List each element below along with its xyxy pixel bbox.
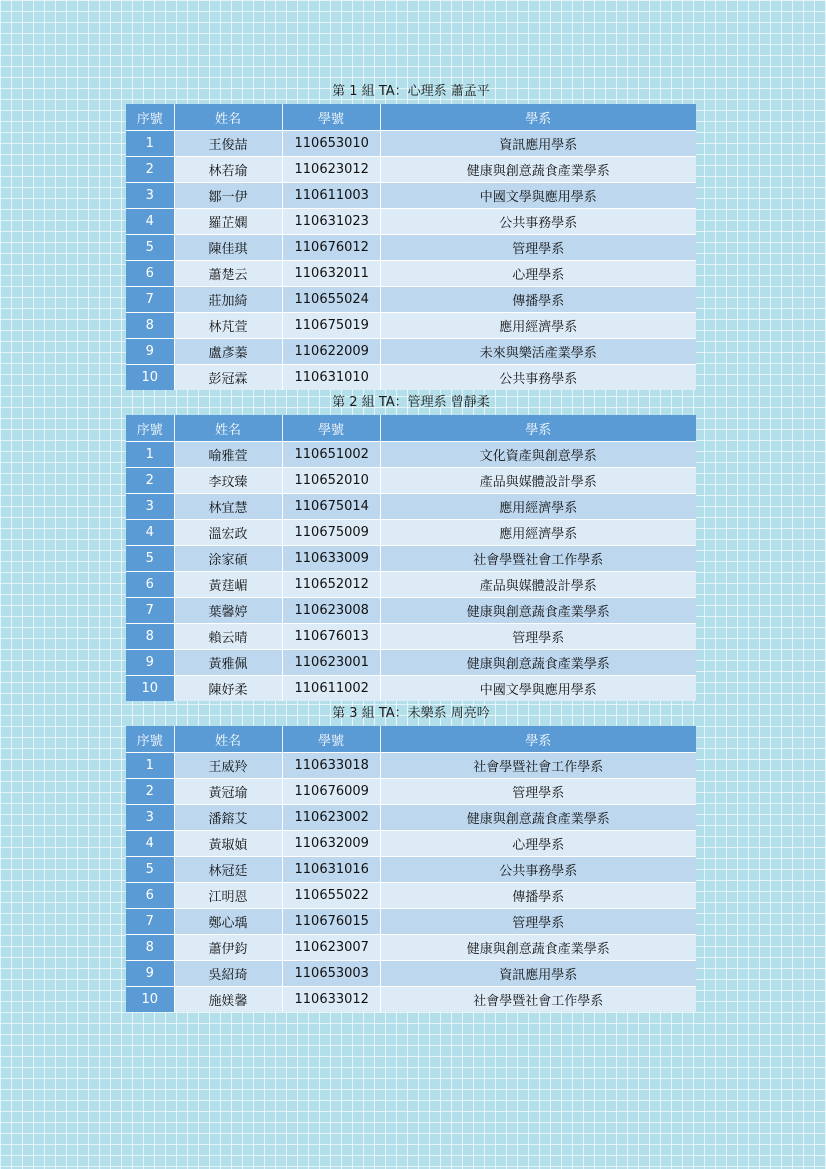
student-id-cell: 110631023	[282, 209, 380, 235]
student-name-cell: 黃雅佩	[174, 650, 282, 676]
student-id-cell: 110676009	[282, 779, 380, 805]
student-id-cell: 110676013	[282, 624, 380, 650]
student-name-cell: 施媄馨	[174, 987, 282, 1013]
student-name-cell: 林宜慧	[174, 494, 282, 520]
table-row	[126, 598, 696, 624]
group-title: 第 2 組 TA：管理系 曾靜柔	[332, 395, 490, 410]
student-id-cell: 110655024	[282, 287, 380, 313]
student-name-cell: 喻雅萱	[174, 442, 282, 468]
row-number-cell: 5	[126, 857, 174, 883]
student-name-cell: 王俊喆	[174, 131, 282, 157]
table-row	[126, 987, 696, 1013]
student-id-cell: 110675014	[282, 494, 380, 520]
table-header-row	[126, 726, 696, 753]
row-number-cell: 10	[126, 987, 174, 1013]
table-row	[126, 650, 696, 676]
student-id-cell: 110631016	[282, 857, 380, 883]
student-name-cell: 莊加綺	[174, 287, 282, 313]
department-cell: 公共事務學系	[380, 857, 696, 883]
student-id-cell: 110652010	[282, 468, 380, 494]
row-number-cell: 7	[126, 598, 174, 624]
column-header: 姓名	[174, 104, 282, 131]
student-id-cell: 110651002	[282, 442, 380, 468]
department-cell: 心理學系	[380, 831, 696, 857]
department-cell: 應用經濟學系	[380, 494, 696, 520]
student-name-cell: 吳紹琦	[174, 961, 282, 987]
table-row	[126, 753, 696, 779]
row-number-cell: 2	[126, 468, 174, 494]
table-row	[126, 287, 696, 313]
student-id-cell: 110622009	[282, 339, 380, 365]
group-table	[126, 415, 696, 701]
department-cell: 應用經濟學系	[380, 520, 696, 546]
student-name-cell: 溫宏政	[174, 520, 282, 546]
row-number-cell: 7	[126, 909, 174, 935]
department-cell: 產品與媒體設計學系	[380, 572, 696, 598]
department-cell: 管理學系	[380, 779, 696, 805]
column-header: 序號	[126, 726, 174, 753]
row-number-cell: 9	[126, 650, 174, 676]
student-name-cell: 蕭伊鈞	[174, 935, 282, 961]
department-cell: 心理學系	[380, 261, 696, 287]
row-number-cell: 5	[126, 235, 174, 261]
row-number-cell: 6	[126, 261, 174, 287]
student-name-cell: 王威羚	[174, 753, 282, 779]
row-number-cell: 3	[126, 183, 174, 209]
department-cell: 健康與創意蔬食產業學系	[380, 805, 696, 831]
group-title: 第 1 組 TA：心理系 蕭孟平	[332, 84, 490, 99]
student-name-cell: 鄭心瑀	[174, 909, 282, 935]
department-cell: 健康與創意蔬食產業學系	[380, 157, 696, 183]
student-name-cell: 彭冠霖	[174, 365, 282, 391]
student-name-cell: 黃琡媜	[174, 831, 282, 857]
table-row	[126, 546, 696, 572]
department-cell: 健康與創意蔬食產業學系	[380, 935, 696, 961]
column-header: 姓名	[174, 415, 282, 442]
student-name-cell: 林冠廷	[174, 857, 282, 883]
row-number-cell: 1	[126, 753, 174, 779]
student-id-cell: 110631010	[282, 365, 380, 391]
student-id-cell: 110653003	[282, 961, 380, 987]
department-cell: 社會學暨社會工作學系	[380, 987, 696, 1013]
department-cell: 管理學系	[380, 235, 696, 261]
group-table	[126, 726, 696, 1012]
department-cell: 中國文學與應用學系	[380, 183, 696, 209]
row-number-cell: 2	[126, 157, 174, 183]
table-row	[126, 935, 696, 961]
student-id-cell: 110676012	[282, 235, 380, 261]
table-row	[126, 261, 696, 287]
student-id-cell: 110623007	[282, 935, 380, 961]
table-row	[126, 442, 696, 468]
student-id-cell: 110623012	[282, 157, 380, 183]
student-name-cell: 江明恩	[174, 883, 282, 909]
column-header: 學號	[282, 104, 380, 131]
student-name-cell: 林若瑜	[174, 157, 282, 183]
student-id-cell: 110675009	[282, 520, 380, 546]
row-number-cell: 6	[126, 883, 174, 909]
table-row	[126, 572, 696, 598]
row-number-cell: 8	[126, 624, 174, 650]
table-row	[126, 183, 696, 209]
student-name-cell: 盧彥蓁	[174, 339, 282, 365]
table-row	[126, 468, 696, 494]
column-header: 序號	[126, 104, 174, 131]
student-id-cell: 110676015	[282, 909, 380, 935]
column-header: 學系	[380, 726, 696, 753]
student-name-cell: 黃冠瑜	[174, 779, 282, 805]
row-number-cell: 7	[126, 287, 174, 313]
column-header: 學號	[282, 726, 380, 753]
student-name-cell: 涂家碩	[174, 546, 282, 572]
student-id-cell: 110633009	[282, 546, 380, 572]
department-cell: 傳播學系	[380, 883, 696, 909]
department-cell: 未來與樂活產業學系	[380, 339, 696, 365]
department-cell: 管理學系	[380, 909, 696, 935]
student-id-cell: 110632009	[282, 831, 380, 857]
table-row	[126, 961, 696, 987]
student-id-cell: 110675019	[282, 313, 380, 339]
row-number-cell: 8	[126, 313, 174, 339]
table-row	[126, 883, 696, 909]
group-tables	[126, 79, 696, 1012]
department-cell: 健康與創意蔬食產業學系	[380, 650, 696, 676]
table-row	[126, 909, 696, 935]
table-row	[126, 831, 696, 857]
table-row	[126, 157, 696, 183]
student-name-cell: 鄒一伊	[174, 183, 282, 209]
department-cell: 傳播學系	[380, 287, 696, 313]
table-header-row	[126, 415, 696, 442]
group-table	[126, 104, 696, 390]
row-number-cell: 1	[126, 131, 174, 157]
table-row	[126, 339, 696, 365]
department-cell: 管理學系	[380, 624, 696, 650]
row-number-cell: 9	[126, 961, 174, 987]
student-id-cell: 110653010	[282, 131, 380, 157]
row-number-cell: 10	[126, 365, 174, 391]
department-cell: 產品與媒體設計學系	[380, 468, 696, 494]
table-row	[126, 209, 696, 235]
department-cell: 社會學暨社會工作學系	[380, 753, 696, 779]
row-number-cell: 6	[126, 572, 174, 598]
row-number-cell: 2	[126, 779, 174, 805]
table-row	[126, 805, 696, 831]
row-number-cell: 4	[126, 520, 174, 546]
student-id-cell: 110611003	[282, 183, 380, 209]
column-header: 學系	[380, 104, 696, 131]
department-cell: 資訊應用學系	[380, 131, 696, 157]
row-number-cell: 3	[126, 805, 174, 831]
table-row	[126, 313, 696, 339]
department-cell: 社會學暨社會工作學系	[380, 546, 696, 572]
department-cell: 公共事務學系	[380, 209, 696, 235]
table-row	[126, 494, 696, 520]
student-name-cell: 羅芷嫻	[174, 209, 282, 235]
student-name-cell: 林芃萱	[174, 313, 282, 339]
row-number-cell: 4	[126, 831, 174, 857]
table-row	[126, 624, 696, 650]
group-title: 第 3 組 TA：未樂系 周亮吟	[332, 706, 490, 721]
row-number-cell: 8	[126, 935, 174, 961]
table-row	[126, 365, 696, 391]
column-header: 姓名	[174, 726, 282, 753]
row-number-cell: 5	[126, 546, 174, 572]
student-id-cell: 110623008	[282, 598, 380, 624]
student-id-cell: 110655022	[282, 883, 380, 909]
student-name-cell: 黃莛嵋	[174, 572, 282, 598]
column-header: 學系	[380, 415, 696, 442]
student-id-cell: 110633018	[282, 753, 380, 779]
student-id-cell: 110611002	[282, 676, 380, 702]
student-name-cell: 賴云晴	[174, 624, 282, 650]
student-id-cell: 110623002	[282, 805, 380, 831]
row-number-cell: 10	[126, 676, 174, 702]
department-cell: 中國文學與應用學系	[380, 676, 696, 702]
column-header: 學號	[282, 415, 380, 442]
student-id-cell: 110632011	[282, 261, 380, 287]
table-row	[126, 857, 696, 883]
table-header-row	[126, 104, 696, 131]
row-number-cell: 4	[126, 209, 174, 235]
department-cell: 健康與創意蔬食產業學系	[380, 598, 696, 624]
student-name-cell: 陳妤柔	[174, 676, 282, 702]
table-row	[126, 131, 696, 157]
student-id-cell: 110633012	[282, 987, 380, 1013]
student-name-cell: 陳佳琪	[174, 235, 282, 261]
table-row	[126, 676, 696, 702]
table-row	[126, 779, 696, 805]
student-name-cell: 蕭楚云	[174, 261, 282, 287]
student-name-cell: 葉馨婷	[174, 598, 282, 624]
department-cell: 公共事務學系	[380, 365, 696, 391]
row-number-cell: 9	[126, 339, 174, 365]
department-cell: 文化資產與創意學系	[380, 442, 696, 468]
table-row	[126, 235, 696, 261]
table-row	[126, 520, 696, 546]
row-number-cell: 3	[126, 494, 174, 520]
student-id-cell: 110623001	[282, 650, 380, 676]
student-name-cell: 潘鎔艾	[174, 805, 282, 831]
row-number-cell: 1	[126, 442, 174, 468]
department-cell: 應用經濟學系	[380, 313, 696, 339]
student-name-cell: 李玟臻	[174, 468, 282, 494]
department-cell: 資訊應用學系	[380, 961, 696, 987]
student-id-cell: 110652012	[282, 572, 380, 598]
column-header: 序號	[126, 415, 174, 442]
